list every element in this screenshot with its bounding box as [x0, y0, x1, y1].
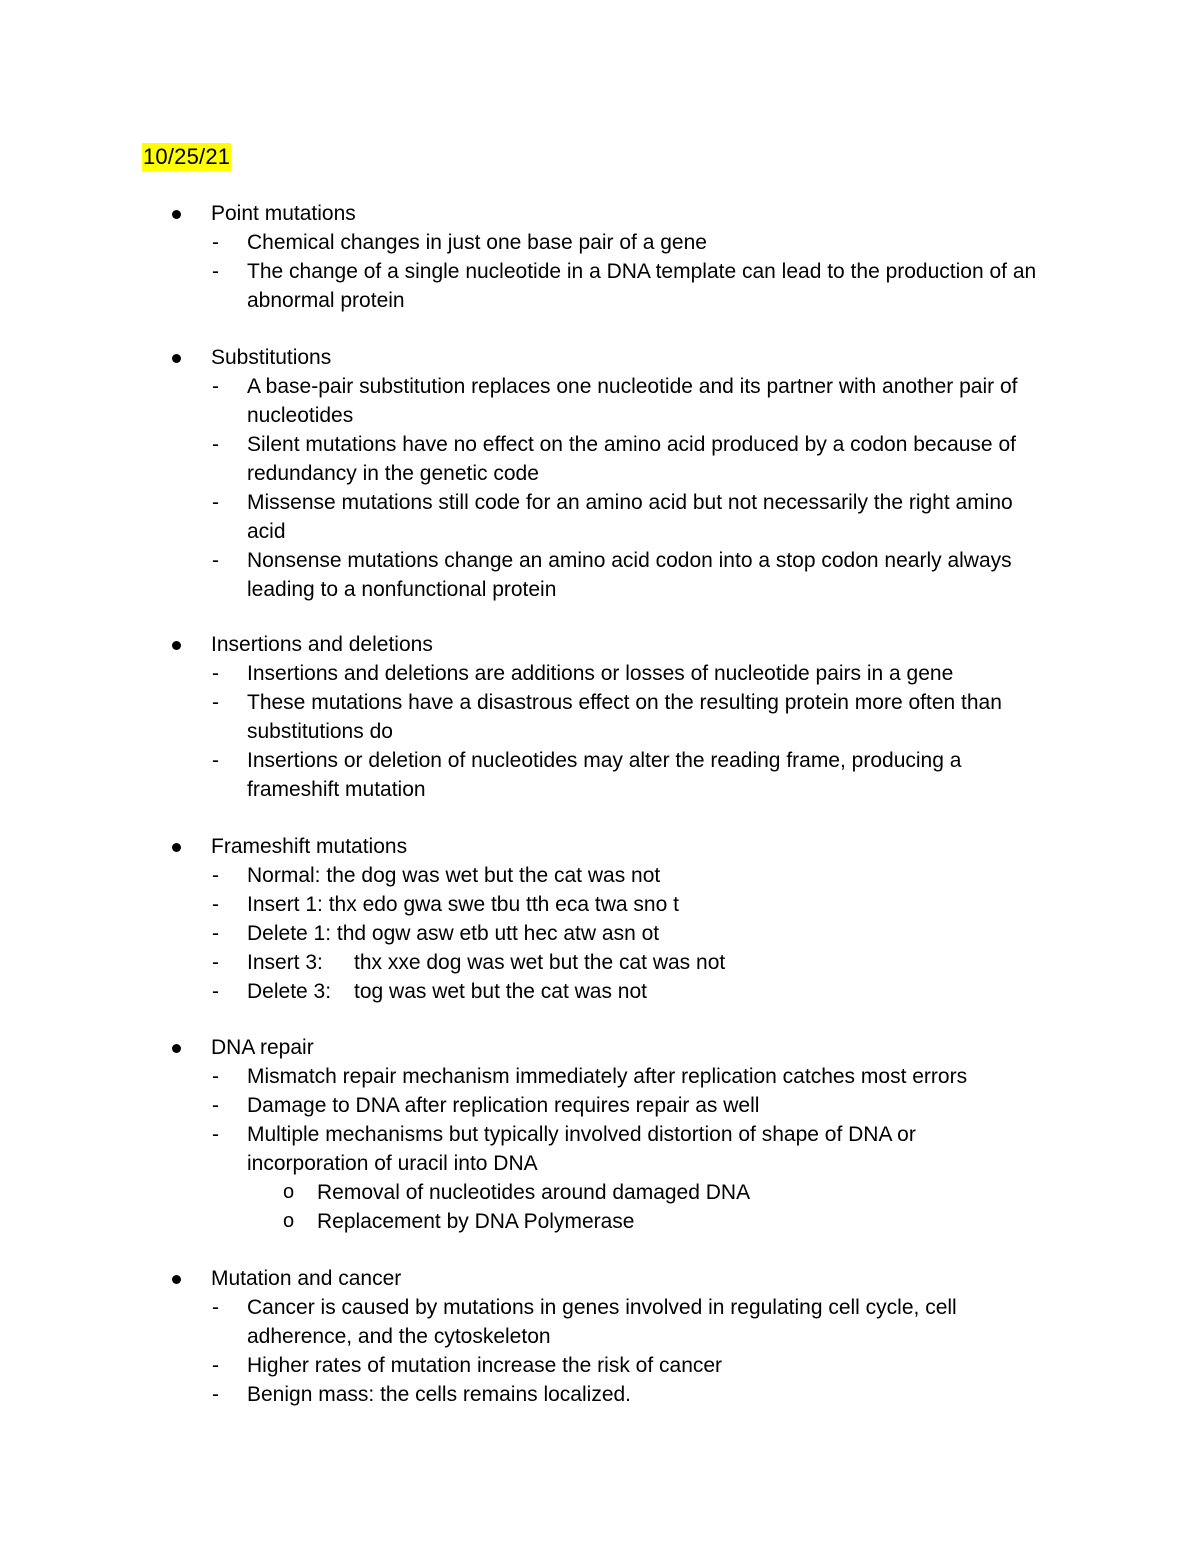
- sub-item-text: substitutions do: [247, 720, 393, 743]
- sub-item: [0, 948, 1200, 977]
- sub-item-text: [247, 919, 659, 948]
- sub-item: [0, 977, 1200, 1006]
- example-sequence: the dog was wet but the cat was not: [326, 864, 661, 887]
- section-title: Substitutions: [211, 346, 332, 369]
- sub-item-text: acid: [247, 520, 286, 543]
- sub-item: [0, 861, 1200, 890]
- sub-item: [0, 1293, 1200, 1322]
- dash-marker: -: [212, 691, 219, 714]
- dash-marker: -: [212, 980, 219, 1003]
- sub-item-text: Nonsense mutations change an amino acid codon into a stop codon nearly always: [247, 549, 1012, 572]
- sub-item: [0, 228, 1200, 257]
- example-label: Insert 3:: [247, 951, 323, 974]
- sub-item-text: These mutations have a disastrous effect on the resulting protein more often than: [247, 691, 1002, 714]
- bullet-dot-icon: [172, 843, 181, 852]
- dash-marker: -: [212, 231, 219, 254]
- sub-item-text: [247, 977, 647, 1006]
- section-mutation-cancer: [0, 1264, 1200, 1409]
- bullet-item: [0, 1033, 1200, 1062]
- bullet-dot-icon: [172, 1044, 181, 1053]
- sub-item: [0, 1351, 1200, 1380]
- dash-marker: -: [212, 375, 219, 398]
- sub-item-continuation: [0, 1149, 1200, 1178]
- dash-marker: -: [212, 1354, 219, 1377]
- sub-item-text: Damage to DNA after replication requires repair as well: [247, 1094, 760, 1117]
- date-heading: 10/25/21: [143, 144, 231, 169]
- sub-item-text: Missense mutations still code for an amino acid but not necessarily the right amino: [247, 491, 1013, 514]
- sub-item-text: redundancy in the genetic code: [247, 462, 539, 485]
- bullet-item: [0, 343, 1200, 372]
- example-sequence: tog was wet but the cat was not: [354, 980, 647, 1003]
- sub-item-text: Higher rates of mutation increase the risk of cancer: [247, 1354, 723, 1377]
- section-dna-repair: [0, 1033, 1200, 1236]
- section-title: Mutation and cancer: [211, 1267, 402, 1290]
- dash-marker: -: [212, 260, 219, 283]
- bullet-item: [0, 630, 1200, 659]
- bullet-item: [0, 832, 1200, 861]
- sub-item-text: Benign mass: the cells remains localized.: [247, 1383, 632, 1406]
- sub-item-text: [247, 861, 660, 890]
- sub-item-text: A base-pair substitution replaces one nucleotide and its partner with another pair of: [247, 375, 1018, 398]
- bullet-dot-icon: [172, 1275, 181, 1284]
- sub-item-text: nucleotides: [247, 404, 354, 427]
- sub-item-text: incorporation of uracil into DNA: [247, 1152, 538, 1175]
- section-frameshift-mutations: [0, 832, 1200, 1006]
- example-sequence: thx xxe dog was wet but the cat was not: [354, 951, 726, 974]
- sub-item-continuation: [0, 286, 1200, 315]
- dash-marker: -: [212, 433, 219, 456]
- nested-item-text: Replacement by DNA Polymerase: [317, 1210, 635, 1233]
- example-label: Delete 1:: [247, 922, 332, 945]
- sub-item-text: [247, 948, 725, 977]
- sub-item: [0, 372, 1200, 401]
- sub-item: [0, 1380, 1200, 1409]
- dash-marker: -: [212, 1296, 219, 1319]
- sub-item-text: Cancer is caused by mutations in genes involved in regulating cell cycle, cell: [247, 1296, 957, 1319]
- sub-item-text: Mismatch repair mechanism immediately after replication catches most errors: [247, 1065, 968, 1088]
- sub-item-text: Insertions and deletions are additions or losses of nucleotide pairs in a gene: [247, 662, 954, 685]
- sub-item-continuation: [0, 401, 1200, 430]
- example-label: Delete 3:: [247, 980, 332, 1003]
- example-sequence: thd ogw asw etb utt hec atw asn ot: [336, 922, 660, 945]
- sub-item: [0, 1120, 1200, 1149]
- sub-item-text: frameshift mutation: [247, 778, 426, 801]
- section-substitutions: [0, 343, 1200, 604]
- circle-marker-icon: o: [283, 1181, 295, 1203]
- dash-marker: -: [212, 1383, 219, 1406]
- sub-item: [0, 257, 1200, 286]
- sub-item-continuation: [0, 775, 1200, 804]
- bullet-dot-icon: [172, 354, 181, 363]
- dash-marker: -: [212, 749, 219, 772]
- dash-marker: -: [212, 662, 219, 685]
- sub-item: [0, 688, 1200, 717]
- section-title: Point mutations: [211, 202, 356, 225]
- sub-item-text: The change of a single nucleotide in a DNA template can lead to the production of an: [247, 260, 1037, 283]
- dash-marker: -: [212, 1123, 219, 1146]
- sub-item: [0, 488, 1200, 517]
- nested-item: [0, 1178, 1200, 1207]
- sub-item-text: Insertions or deletion of nucleotides may alter the reading frame, producing a: [247, 749, 962, 772]
- section-point-mutations: [0, 199, 1200, 315]
- bullet-dot-icon: [172, 641, 181, 650]
- sub-item: [0, 746, 1200, 775]
- sub-item: [0, 1062, 1200, 1091]
- circle-marker-icon: o: [283, 1210, 295, 1232]
- nested-item: [0, 1207, 1200, 1236]
- sub-item-text: Chemical changes in just one base pair of a gene: [247, 231, 707, 254]
- dash-marker: -: [212, 922, 219, 945]
- dash-marker: -: [212, 893, 219, 916]
- dash-marker: -: [212, 549, 219, 572]
- bullet-dot-icon: [172, 210, 181, 219]
- example-label: Normal:: [247, 864, 321, 887]
- sub-item: [0, 1091, 1200, 1120]
- sub-item-continuation: [0, 517, 1200, 546]
- dash-marker: -: [212, 491, 219, 514]
- sub-item: [0, 546, 1200, 575]
- sub-item-continuation: [0, 717, 1200, 746]
- dash-marker: -: [212, 864, 219, 887]
- sub-item-continuation: [0, 1322, 1200, 1351]
- nested-item-text: Removal of nucleotides around damaged DNA: [317, 1181, 751, 1204]
- bullet-item: [0, 1264, 1200, 1293]
- example-label: Insert 1:: [247, 893, 323, 916]
- sub-item-text: [247, 890, 679, 919]
- sub-item-text: abnormal protein: [247, 289, 405, 312]
- dash-marker: -: [212, 951, 219, 974]
- section-insertions-deletions: [0, 630, 1200, 804]
- sub-item-text: adherence, and the cytoskeleton: [247, 1325, 551, 1348]
- section-title: Frameshift mutations: [211, 835, 408, 858]
- section-title: DNA repair: [211, 1036, 314, 1059]
- sub-item-text: Silent mutations have no effect on the amino acid produced by a codon because of: [247, 433, 1016, 456]
- example-sequence: thx edo gwa swe tbu tth eca twa sno t: [328, 893, 679, 916]
- dash-marker: -: [212, 1065, 219, 1088]
- bullet-item: [0, 199, 1200, 228]
- sub-item: [0, 430, 1200, 459]
- sub-item-continuation: [0, 459, 1200, 488]
- dash-marker: -: [212, 1094, 219, 1117]
- sub-item-continuation: [0, 575, 1200, 604]
- sub-item: [0, 659, 1200, 688]
- section-title: Insertions and deletions: [211, 633, 433, 656]
- sub-item-text: Multiple mechanisms but typically involved distortion of shape of DNA or: [247, 1123, 916, 1146]
- sub-item-text: leading to a nonfunctional protein: [247, 578, 557, 601]
- sub-item: [0, 890, 1200, 919]
- sub-item: [0, 919, 1200, 948]
